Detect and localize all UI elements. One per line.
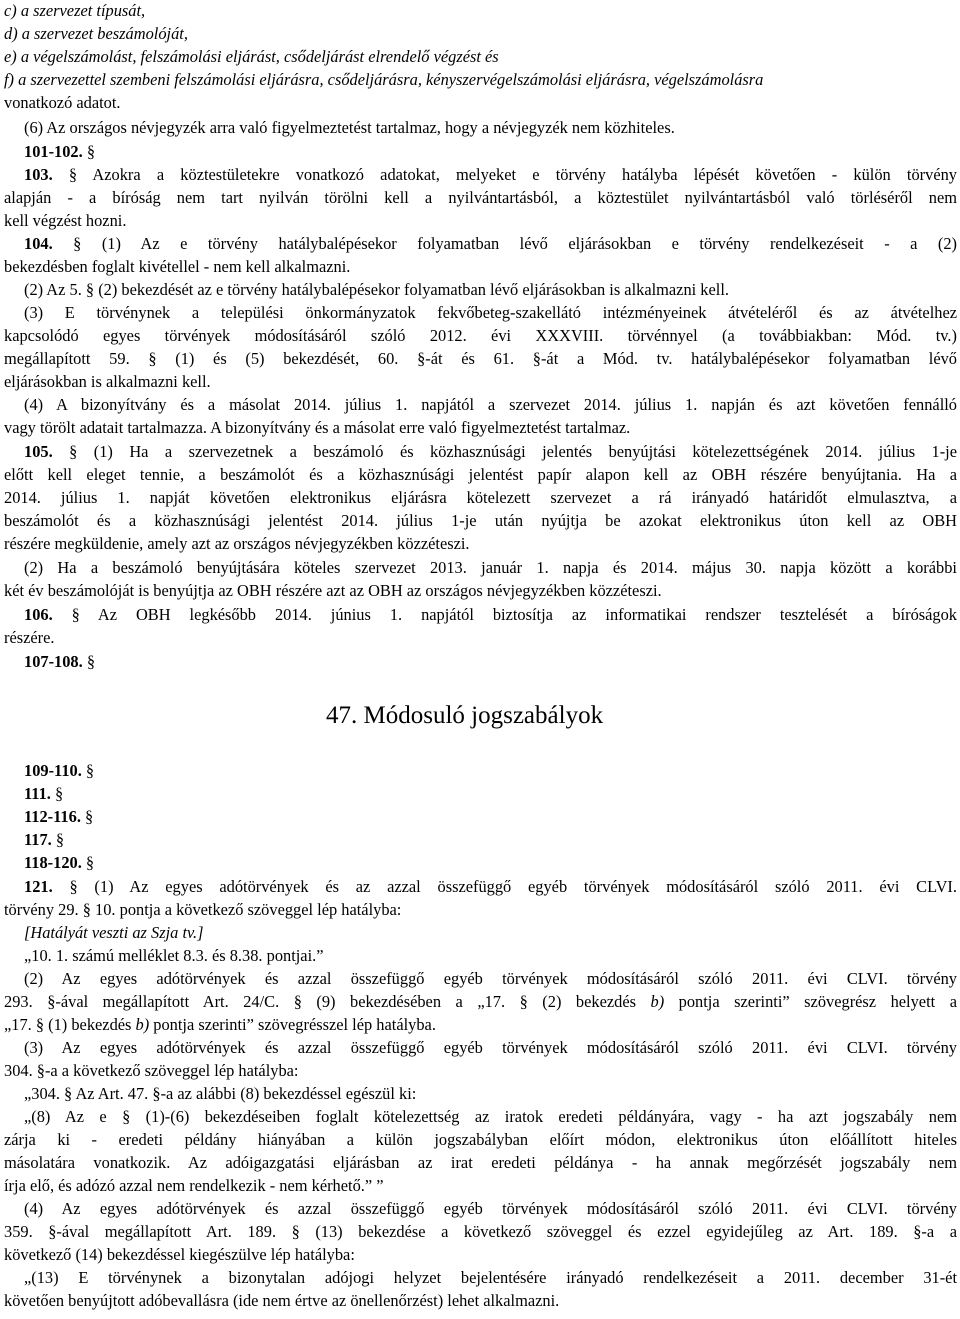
text-line (4, 92, 957, 114)
text-line (4, 829, 957, 851)
text-line (4, 922, 957, 944)
section-number: 103. (24, 165, 69, 184)
text-line (4, 1244, 957, 1266)
text-line (4, 46, 957, 68)
section-number: 118-120. (24, 853, 86, 872)
text-line (4, 464, 957, 486)
section-number: 106. (24, 605, 72, 624)
text-segment: § (85, 761, 95, 780)
text-line (4, 533, 957, 555)
text-line (4, 806, 957, 828)
section-number: 117. (24, 830, 56, 849)
text-line (4, 1267, 957, 1289)
text-segment: b) (650, 992, 665, 1011)
text-segment: 2014. július 1. napját követően elektronikus eljárásra kötelezett szervezet a rá irányadó határidőt elmulasztva, a (4, 488, 957, 507)
text-segment: következő (14) bekezdéssel kiegészülve lép hatályba: (4, 1245, 355, 1264)
section-number: 111. (24, 784, 55, 803)
section-number: 109-110. (24, 761, 86, 780)
text-segment: § (1) Az egyes adótörvények és az azzal összefüggő egyéb törvények módosításáról szóló 2011. évi CLVI. (69, 877, 957, 896)
text-line (4, 371, 957, 393)
text-line (4, 651, 957, 673)
text-segment: b) (135, 1015, 150, 1034)
text-segment: § (86, 652, 96, 671)
text-segment: § (1) Az e törvény hatálybalépésekor folyamatban lévő eljárásokban e törvény rendelkezéseit - a (2) (73, 234, 958, 253)
text-segment: kell végzést hozni. (4, 211, 127, 230)
text-segment: c) a szervezet típusát, (4, 1, 146, 20)
text-line (4, 23, 957, 45)
text-segment: 304. §-a a következő szöveggel lép hatályba: (4, 1061, 299, 1080)
text-line (4, 968, 957, 990)
text-segment: írja elő, és adózó azzal nem rendelkezik - nem kérhető.” ” (4, 1176, 384, 1195)
text-line (4, 441, 957, 463)
text-line (4, 899, 957, 921)
text-segment: részére megküldenie, amely azt az országos névjegyzékben közzéteszi. (4, 534, 470, 553)
text-segment: „(13) E törvénynek a bizonytalan adójogi helyzet bejelentésére irányadó rendelkezéseit a 2011. december 31-ét (24, 1268, 957, 1287)
text-segment: „17. § (1) bekezdés (4, 1015, 136, 1034)
text-line (4, 487, 957, 509)
text-segment: vonatkozó adatot. (4, 93, 121, 112)
text-segment: bekezdésben foglalt kivétellel - nem kell alkalmazni. (4, 257, 351, 276)
text-segment: (3) Az egyes adótörvények és azzal összefüggő egyéb törvények módosításáról szóló 2011. évi CLVI. törvény (24, 1038, 957, 1057)
text-segment: [Hatályát veszti az Szja tv.] (24, 923, 204, 942)
text-line (4, 557, 957, 579)
section-number: 121. (24, 877, 70, 896)
text-segment: § (55, 830, 65, 849)
text-line (4, 348, 957, 370)
section-heading: 47. Módosuló jogszabályok (326, 702, 604, 729)
text-line (4, 1037, 957, 1059)
text-segment: követően benyújtott adóbevallásra (ide nem értve az önellenőrzést) lehet alkalmazni. (4, 1291, 560, 1310)
text-line (4, 510, 957, 532)
text-line (4, 279, 957, 301)
section-number: 104. (24, 234, 74, 253)
text-segment: § Az OBH legkésőbb 2014. június 1. napjától biztosítja az informatikai rendszer tesztelését a bíróságok (71, 605, 958, 624)
text-segment: megállapított 59. § (1) és (5) bekezdését, 60. §-át és 61. §-át a Mód. tv. hatálybalépésekor folyamatban lévő (4, 349, 957, 368)
text-segment: (2) Az 5. § (2) bekezdését az e törvény hatálybalépésekor folyamatban lévő eljárásokban is alkalmazni kell. (24, 280, 729, 299)
text-segment: alapján - a bíróság nem tart nyilván törölni kell a nyilvántartásból, a köztestület nyilvántartásból való törléséről nem (4, 188, 957, 207)
section-number: 107-108. (24, 652, 87, 671)
text-segment: 359. §-ával megállapított Art. 189. § (13) bekezdése a következő szöveggel és ezzel egyidejűleg az Art. 189. §-a a (4, 1222, 957, 1241)
text-line (4, 302, 957, 324)
text-line (4, 164, 957, 186)
text-line (4, 1083, 957, 1105)
text-line (4, 1060, 957, 1082)
text-segment: (6) Az országos névjegyzék arra való figyelmeztetést tartalmaz, hogy a névjegyzék nem közhiteles. (24, 118, 675, 137)
text-line (4, 604, 957, 626)
text-segment: § (85, 853, 95, 872)
text-line (4, 256, 957, 278)
section-number: 105. (24, 442, 70, 461)
text-segment: e) a végelszámolást, felszámolási eljárást, csődeljárást elrendelő végzést és (4, 47, 499, 66)
text-line (4, 1175, 957, 1197)
text-segment: beszámolót és a közhasznúsági jelentést 2014. július 1-je után nyújtja be azokat elektronikus úton kell az OBH (4, 511, 957, 530)
text-line (4, 1221, 957, 1243)
section-number: 101-102. (24, 142, 87, 161)
text-line (4, 187, 957, 209)
text-line (4, 69, 957, 91)
text-line (4, 852, 957, 874)
text-segment: zárja ki - eredeti példány hiányában a külön jogszabályban előírt módon, elektronikus úton előállított hiteles (4, 1130, 957, 1149)
text-line (4, 0, 957, 22)
text-line (4, 394, 957, 416)
text-segment: törvény 29. § 10. pontja a következő szöveggel lép hatályba: (4, 900, 402, 919)
text-line (4, 991, 957, 1013)
text-line (4, 325, 957, 347)
section-number: 112-116. (24, 807, 86, 826)
text-segment: részére. (4, 628, 55, 647)
text-segment: vagy törölt adatait tartalmazza. A bizonyítvány és a másolat erre való figyelmeztetést tartalmaz. (4, 418, 631, 437)
text-line (4, 760, 957, 782)
text-segment: eljárásokban is alkalmazni kell. (4, 372, 211, 391)
text-segment: d) a szervezet beszámolóját, (4, 24, 188, 43)
text-segment: § Azokra a köztestületekre vonatkozó adatokat, melyeket e törvény hatályba lépését követően - külön törvény (68, 165, 957, 184)
text-segment: § (85, 807, 94, 826)
text-line (4, 417, 957, 439)
text-segment: előtt kell eleget tennie, a beszámolót és a közhasznúsági jelentést papír alapon kell az OBH részére benyújtania. Ha a (4, 465, 957, 484)
text-line (4, 783, 957, 805)
text-segment: „10. 1. számú melléklet 8.3. és 8.38. pontjai.” (24, 946, 324, 965)
text-line (4, 627, 957, 649)
text-line (4, 233, 957, 255)
text-segment: másolatára vonatkozik. Az adóigazgatási eljárásban az irat eredeti példánya - ha annak megőrzését jogszabály nem (4, 1153, 957, 1172)
text-line (4, 1290, 957, 1312)
text-segment: „304. § Az Art. 47. §-a az alábbi (8) bekezdéssel egészül ki: (24, 1084, 417, 1103)
text-line (4, 1129, 957, 1151)
text-segment: (2) Az egyes adótörvények és azzal összefüggő egyéb törvények módosításáról szóló 2011. évi CLVI. törvény (24, 969, 957, 988)
text-line (4, 1198, 957, 1220)
text-segment: (2) Ha a beszámoló benyújtására köteles szervezet 2013. január 1. napja és 2014. május 30. napja között a korábbi (24, 558, 957, 577)
text-line (4, 945, 957, 967)
text-line (4, 1014, 957, 1036)
text-line (4, 117, 957, 139)
text-segment: § (1) Ha a szervezetnek a beszámoló és közhasznúsági jelentés benyújtási kötelezettségének 2014. július 1-je (69, 442, 958, 461)
text-segment: (4) Az egyes adótörvények és azzal összefüggő egyéb törvények módosításáról szóló 2011. évi CLVI. törvény (24, 1199, 957, 1218)
text-line (4, 1106, 957, 1128)
text-segment: 293. §-ával megállapított Art. 24/C. § (9) bekezdésében a „17. § (2) bekezdés (4, 992, 651, 1011)
text-segment: § (86, 142, 96, 161)
text-line (4, 210, 957, 232)
text-segment: § (54, 784, 64, 803)
text-segment: „(8) Az e § (1)-(6) bekezdéseiben foglalt kötelezettség az iratok eredeti példányára, vagy - ha azt jogszabály nem (24, 1107, 957, 1126)
text-segment: kapcsolódó egyes törvények módosításáról szóló 2012. évi XXXVIII. törvénnyel (a továbbiakban: Mód. tv.) (4, 326, 957, 345)
text-segment: pontja szerinti” szövegrész helyett a (664, 992, 957, 1011)
text-segment: két év beszámolóját is benyújtja az OBH részére azt az OBH az országos névjegyzékben közzéteszi. (4, 581, 662, 600)
text-segment: f) a szervezettel szembeni felszámolási eljárásra, csődeljárásra, kényszervégelszámolási eljárásra, végelszámolásra (4, 70, 764, 89)
text-segment: (4) A bizonyítvány és a másolat 2014. július 1. napjától a szervezet 2014. július 1. napján és azt követően fennálló (24, 395, 957, 414)
text-line (4, 876, 957, 898)
text-line (4, 1152, 957, 1174)
text-segment: (3) E törvénynek a települési önkormányzatok fekvőbeteg-szakellátó intézményeinek átvételéről és az átvételhez (24, 303, 957, 322)
text-line (4, 141, 957, 163)
text-line (4, 580, 957, 602)
text-segment: pontja szerinti” szövegrésszel lép hatályba. (149, 1015, 436, 1034)
